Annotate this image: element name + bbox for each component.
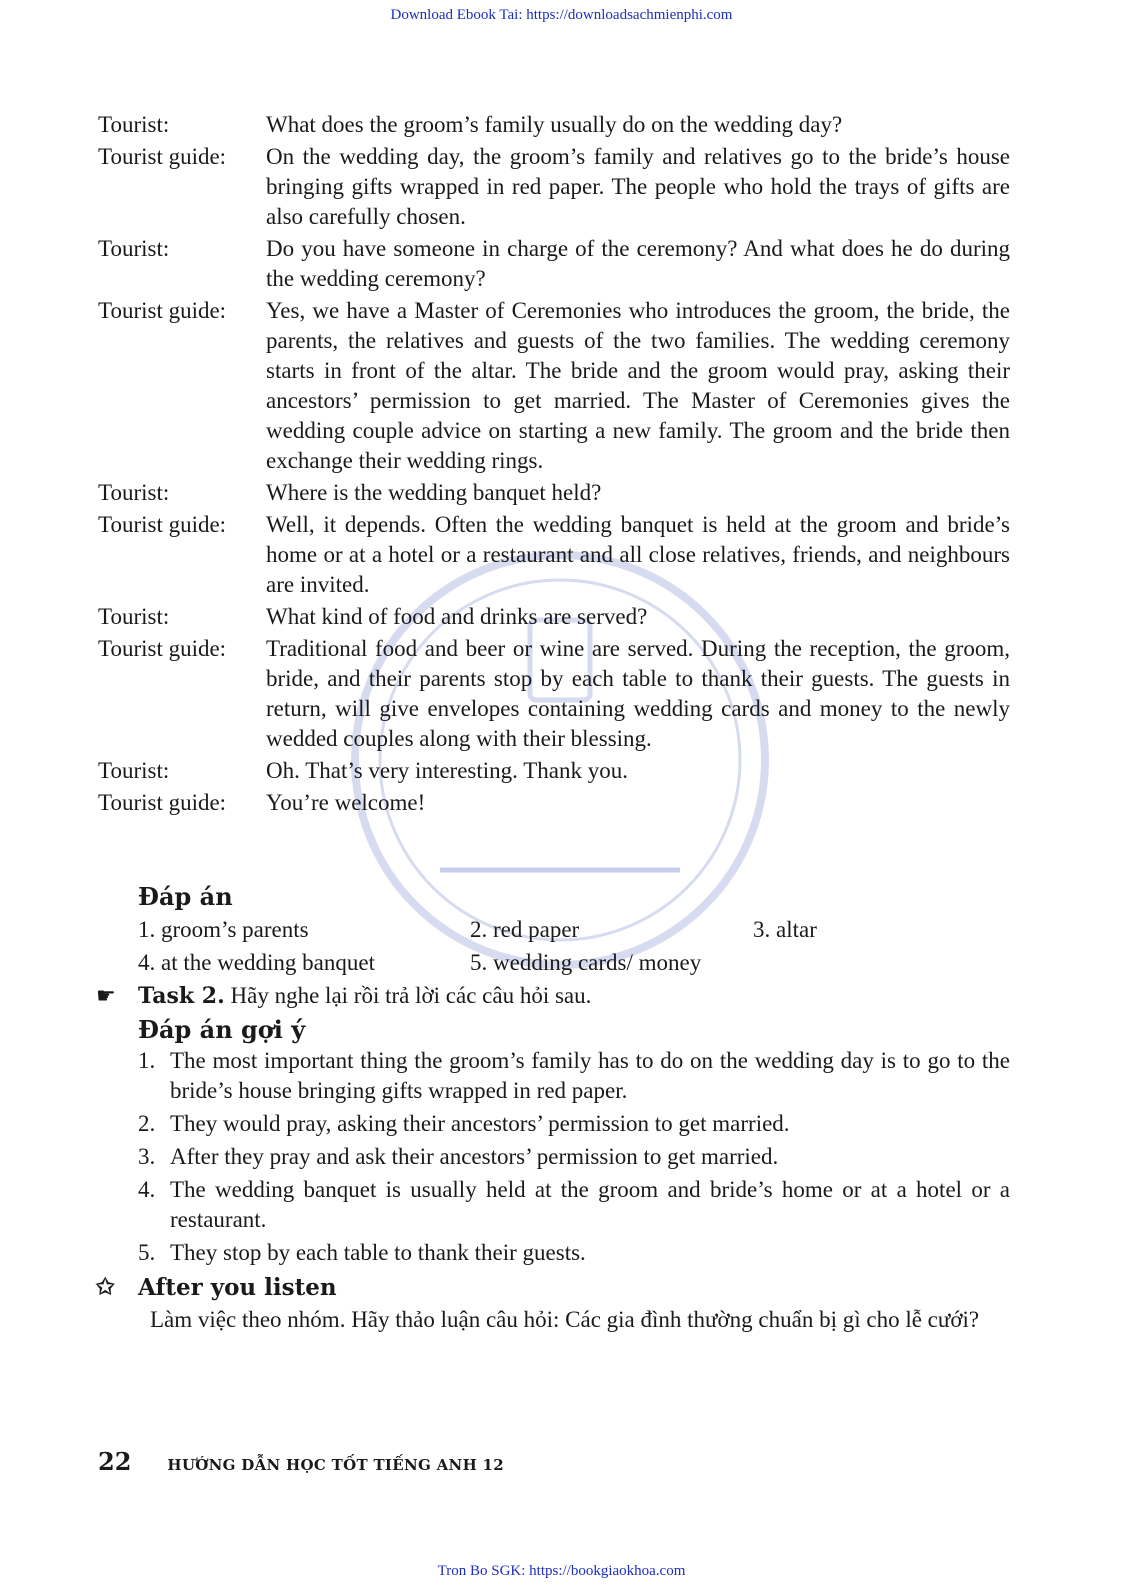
task2-instruction: Hãy nghe lại rồi trả lời các câu hỏi sau. [230,983,592,1008]
speaker-label: Tourist: [98,236,170,261]
after-listen-text: Làm việc theo nhóm. Hãy thảo luận câu hỏi: Các gia đình thường chuẩn bị gì cho lễ cưới? [150,1307,980,1332]
list-item [138,1238,1010,1268]
speech-text: Do you have someone in charge of the ceremony? And what does he do during the wedding ceremony? [266,236,1010,291]
item-text: They stop by each table to thank their guests. [170,1240,586,1265]
list-item [138,1142,1010,1172]
speech-text: Yes, we have a Master of Ceremonies who introduces the groom, the bride, the parents, the relatives and guests of the two families. The wedding ceremony starts in front of the altar. The bride and the groom would pray, asking their ancestors’ permission to get married. The Master of Ceremonies gives the wedding couple advice on starting a new family. The groom and the bride then exchange their wedding rings. [266,298,1010,473]
speaker-label: Tourist: [98,480,170,505]
dialogue-line [98,142,1010,232]
speaker-label: Tourist: [98,112,170,137]
answer-item: 5. wedding cards/ money [470,950,702,975]
item-number: 3. [138,1144,156,1169]
speaker-label: Tourist guide: [98,512,227,537]
speech-text: On the wedding day, the groom’s family and relatives go to the bride’s house bringing gifts wrapped in red paper. The people who hold the trays of gifts are also carefully chosen. [266,144,1010,229]
list-item [138,1109,1010,1139]
bottom-sgk-link[interactable]: Tron Bo SGK: https://bookgiaokhoa.com [437,1563,686,1579]
answer-item: 1. groom’s parents [138,917,309,942]
suggested-answers-list [138,1046,1010,1268]
item-text: They would pray, asking their ancestors’ permission to get married. [170,1111,790,1136]
speech-text: Where is the wedding banquet held? [266,480,602,505]
book-title: HƯỚNG DẪN HỌC TỐT TIẾNG ANH 12 [167,1456,505,1474]
item-number: 4. [138,1177,156,1202]
after-listen-heading: After you listen [138,1274,337,1301]
page-footer [98,1447,504,1476]
speech-text: What kind of food and drinks are served? [266,604,648,629]
task2-instruction-line [96,979,1010,1013]
dialogue-line [98,756,1010,786]
speaker-label: Tourist guide: [98,144,227,169]
after-listen-heading-line [96,1271,1010,1304]
answer-item: 3. altar [753,917,817,942]
list-item [138,1046,1010,1106]
item-text: The most important thing the groom’s family has to do on the wedding day is to go to the bride’s house bringing gifts wrapped in red paper. [170,1048,1010,1103]
dialogue-line [98,634,1010,754]
speech-text: What does the groom’s family usually do on the wedding day? [266,112,843,137]
answers-section [96,880,1010,1335]
item-text: After they pray and ask their ancestors’ permission to get married. [170,1144,779,1169]
dialogue-line [98,510,1010,600]
speaker-label: Tourist: [98,758,170,783]
speaker-label: Tourist guide: [98,790,227,815]
item-number: 2. [138,1111,156,1136]
item-number: 1. [138,1048,156,1073]
speaker-label: Tourist guide: [98,298,227,323]
star-icon: ✩ [96,1274,115,1300]
answers-grid [138,913,1010,979]
page-number: 22 [98,1447,132,1476]
speech-text: Traditional food and beer or wine are served. During the reception, the groom, bride, and their parents stop by each table to thank their guests. The guests in return, will give envelopes containing wedding cards and money to the newly wedded couples along with their blessing. [266,636,1010,751]
list-item [138,1175,1010,1235]
speech-text: Well, it depends. Often the wedding banquet is held at the groom and bride’s home or at a hotel or a restaurant and all close relatives, friends, and neighbours are invited. [266,512,1010,597]
speaker-label: Tourist: [98,604,170,629]
dialogue-line [98,602,1010,632]
answer-item: 4. at the wedding banquet [138,950,375,975]
pointing-hand-icon: ☛ [96,983,116,1008]
dialogue-line [98,296,1010,476]
item-text: The wedding banquet is usually held at the groom and bride’s home or at a hotel or a restaurant. [170,1177,1010,1232]
dialogue-line [98,234,1010,294]
dialogue-line [98,478,1010,508]
dialogue-line [98,788,1010,818]
suggested-answers-heading: Đáp án gợi ý [138,1015,306,1044]
speech-text: You’re welcome! [266,790,426,815]
speaker-label: Tourist guide: [98,636,227,661]
dialogue-line [98,110,1010,140]
item-number: 5. [138,1240,156,1265]
dialogue [98,110,1010,820]
speech-text: Oh. That’s very interesting. Thank you. [266,758,628,783]
answers-heading: Đáp án [138,882,233,911]
header-download-link[interactable]: Download Ebook Tai: https://downloadsachmienphi.com [390,7,733,23]
task2-label: Task 2. [138,983,225,1009]
answer-item: 2. red paper [470,917,580,942]
